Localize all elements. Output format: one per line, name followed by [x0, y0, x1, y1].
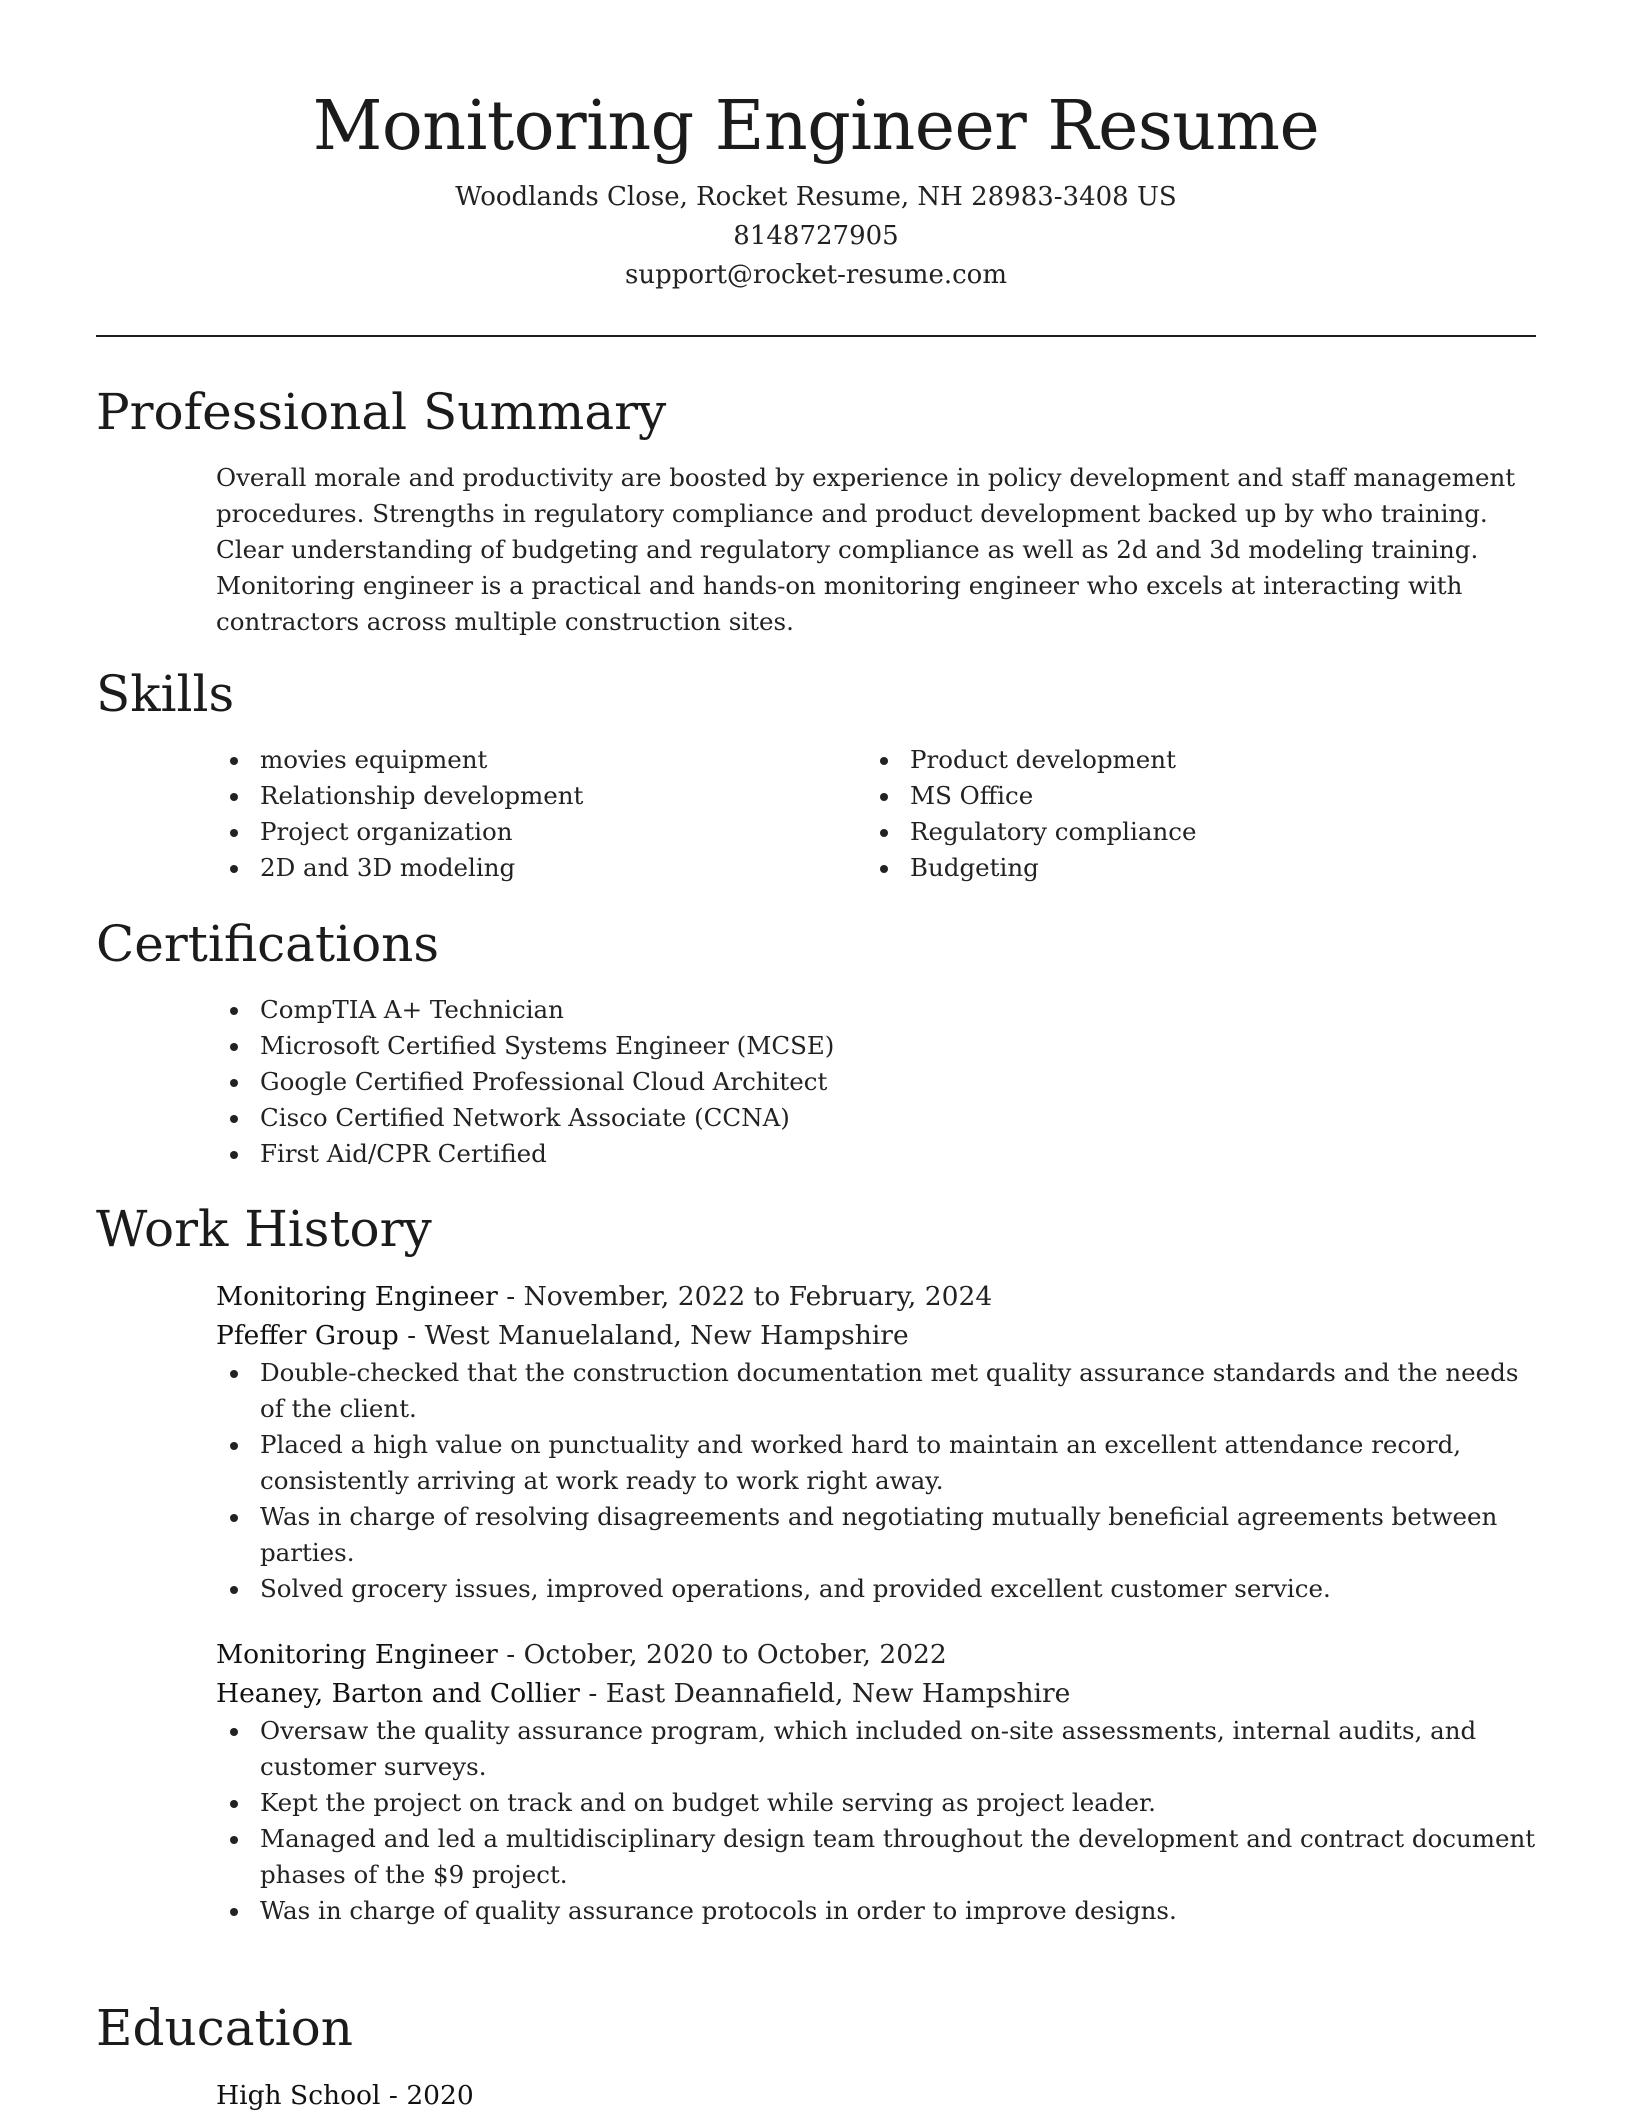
- skill-item: Product development: [866, 742, 1516, 778]
- separator: -: [579, 1678, 606, 1709]
- work-history-heading: Work History: [96, 1200, 432, 1258]
- skills-heading: Skills: [96, 665, 235, 723]
- skills-section: [96, 664, 1536, 886]
- education-heading: Education: [96, 1999, 353, 2057]
- skills-column-right: [866, 742, 1516, 886]
- job-company-line: [216, 1316, 1536, 1355]
- job-dates: November, 2022 to February, 2024: [523, 1281, 993, 1312]
- job-bullet: Kept the project on track and on budget while serving as project leader.: [216, 1785, 1536, 1821]
- job-bullet: Was in charge of quality assurance protocols in order to improve designs.: [216, 1893, 1536, 1929]
- job-bullet: Oversaw the quality assurance program, which included on-site assessments, internal audits, and customer surveys.: [216, 1713, 1536, 1785]
- separator: -: [497, 1281, 524, 1312]
- resume-header: [96, 0, 1536, 337]
- job-bullet: Solved grocery issues, improved operations, and provided excellent customer service.: [216, 1571, 1536, 1607]
- job-location: West Manuelaland, New Hampshire: [424, 1320, 909, 1351]
- job-title-line: [216, 1635, 1536, 1674]
- summary-section: [96, 382, 1536, 640]
- resume-page: [96, 0, 1536, 2111]
- skill-item: Budgeting: [866, 850, 1516, 886]
- skill-item: Relationship development: [216, 778, 866, 814]
- certification-item: Microsoft Certified Systems Engineer (MCSE): [216, 1028, 1536, 1064]
- skills-column-left: [216, 742, 866, 886]
- job-entry: [96, 1635, 1536, 1929]
- resume-title: Monitoring Engineer Resume: [312, 87, 1320, 166]
- job-bullet: Placed a high value on punctuality and worked hard to maintain an excellent attendance record, consistently arriving at work ready to work right away.: [216, 1427, 1536, 1499]
- job-bullet: Was in charge of resolving disagreements and negotiating mutually beneficial agreements between parties.: [216, 1499, 1536, 1571]
- education-degree: High School: [216, 2080, 381, 2111]
- skill-item: Regulatory compliance: [866, 814, 1516, 850]
- certification-item: CompTIA A+ Technician: [216, 992, 1536, 1028]
- separator: -: [380, 2080, 407, 2111]
- job-dates: October, 2020 to October, 2022: [523, 1639, 947, 1670]
- skill-item: Project organization: [216, 814, 866, 850]
- separator: -: [497, 1639, 524, 1670]
- job-company: Pfeffer Group: [216, 1320, 399, 1351]
- separator: -: [398, 1320, 425, 1351]
- job-entry: [96, 1277, 1536, 1607]
- summary-heading: Professional Summary: [96, 383, 667, 441]
- job-company-line: [216, 1674, 1536, 1713]
- education-item: [216, 2076, 1536, 2115]
- skill-item: movies equipment: [216, 742, 866, 778]
- certification-item: Google Certified Professional Cloud Architect: [216, 1064, 1536, 1100]
- contact-email: support@rocket-resume.com: [624, 260, 1007, 290]
- job-company: Heaney, Barton and Collier: [216, 1678, 580, 1709]
- job-location: East Deannafield, New Hampshire: [605, 1678, 1071, 1709]
- skill-item: 2D and 3D modeling: [216, 850, 866, 886]
- header-divider: [96, 335, 1536, 337]
- contact-block: [96, 178, 1536, 295]
- education-section: [96, 1998, 1536, 2115]
- skill-item: MS Office: [866, 778, 1516, 814]
- work-history-section: [96, 1199, 1536, 1929]
- job-bullet: Managed and led a multidisciplinary design team throughout the development and contract document phases of the $9 project.: [216, 1821, 1536, 1893]
- certification-item: First Aid/CPR Certified: [216, 1136, 1536, 1172]
- job-title: Monitoring Engineer: [216, 1281, 498, 1312]
- contact-phone: 8148727905: [733, 221, 899, 251]
- job-bullet: Double-checked that the construction documentation met quality assurance standards and the needs of the client.: [216, 1355, 1536, 1427]
- certifications-section: [96, 914, 1536, 1172]
- summary-text: Overall morale and productivity are boosted by experience in policy development and staff management procedures. Strengths in regulatory compliance and product development backed up by who training. Clear understanding of budgeting and regulatory compliance as well as 2d and 3d modeling training. Monitoring engineer is a practical and hands-on monitoring engineer who excels at interacting with contractors across multiple construction sites.: [216, 463, 1516, 636]
- education-year: 2020: [406, 2080, 474, 2111]
- certification-item: Cisco Certified Network Associate (CCNA): [216, 1100, 1536, 1136]
- job-title-line: [216, 1277, 1536, 1316]
- contact-address: Woodlands Close, Rocket Resume, NH 28983-3408 US: [455, 182, 1177, 212]
- job-title: Monitoring Engineer: [216, 1639, 498, 1670]
- certifications-heading: Certifications: [96, 915, 440, 973]
